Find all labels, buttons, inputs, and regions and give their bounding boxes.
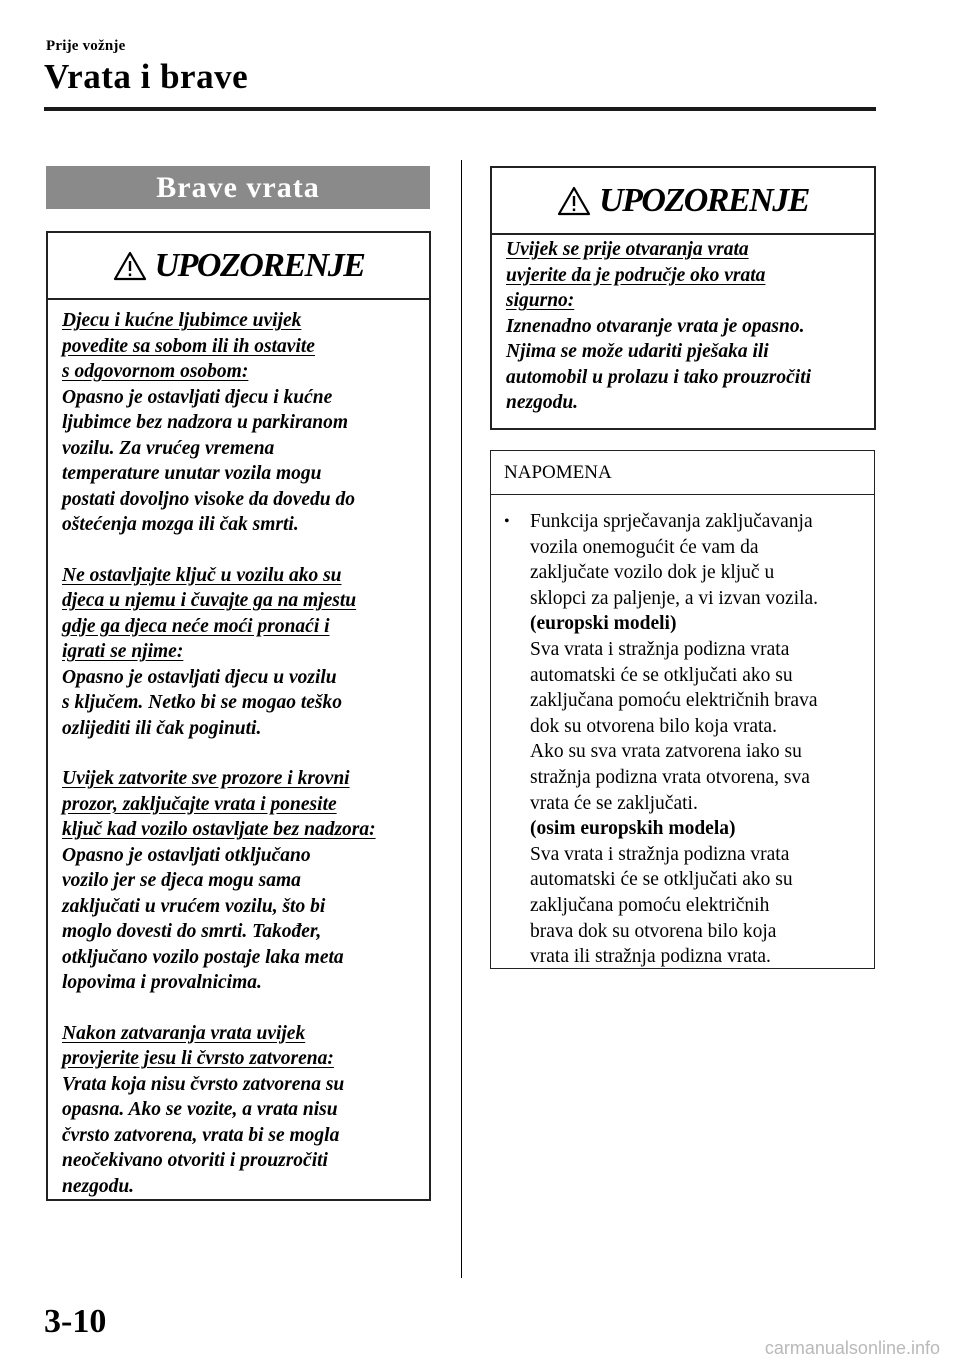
warning-text-line: neočekivano otvoriti i prouzročiti [62,1150,328,1171]
note-line: vrata će se zaključati. [530,792,698,814]
note-line: automatski će se otključati ako su [530,869,793,891]
note-line: Ako su sva vrata zatvorena iako su [530,741,802,763]
warning-heading-line: gdje ga djeca neće moći pronaći i [62,615,330,637]
column-divider [461,160,462,1278]
warning-triangle-icon [113,251,147,281]
warning-text-line: nezgodu. [62,1175,135,1197]
warning-heading-line: Nakon zatvaranja vrata uvijek [62,1022,306,1044]
warning-text-line: Opasno je ostavljati otključano [62,844,311,866]
note-line: vozila onemogućit će vam da [530,536,759,558]
warning-header [48,233,429,300]
warning-text-line: nezgodu. [506,392,579,413]
warning-text-line: Iznenadno otvaranje vrata je opasno. [506,315,805,337]
note-line: Funkcija sprječavanja zaključavanja [530,511,813,532]
warning-text-line: ozlijediti ili čak poginuti. [62,717,262,739]
warning-text-line: s ključem. Netko bi se mogao teško [62,692,343,713]
warning-heading-line: igrati se njime: [62,641,184,662]
warning-heading-line: povedite sa sobom ili ih ostavite [62,335,315,357]
note-line: vrata ili stražnja podizna vrata. [530,946,771,968]
warning-text-line: ljubimce bez nadzora u parkiranom [62,412,349,433]
note-line: zaključana pomoću električnih brava [530,690,818,712]
warning-heading-line: provjerite jesu li čvrsto zatvorena: [62,1048,334,1069]
warning-heading-line: Uvijek zatvorite sve prozore i krovni [62,768,350,789]
warning-text-line: postati dovoljno visoke da dovedu do [62,488,356,510]
warning-text-line: Opasno je ostavljati djecu i kućne [62,386,333,408]
note-line: sklopci za paljenje, a vi izvan vozila. [530,587,819,609]
warning-title: UPOZORENJE [154,246,365,284]
section-header-door-locks: Brave vrata [46,166,430,209]
note-line: stražnja podizna vrata otvorena, sva [530,766,810,788]
warning-heading-line: ključ kad vozilo ostavljate bez nadzora: [62,819,376,840]
warning-text-line: opasna. Ako se vozite, a vrata nisu [62,1099,338,1120]
note-line: automatski će se otključati ako su [530,664,793,686]
note-text [530,509,818,970]
warning-heading-line: uvjerite da je područje oko vrata [506,264,766,286]
warning-text-line: moglo dovesti do smrti. Također, [62,921,322,942]
warning-text-line: oštećenja mozga ili čak smrti. [62,514,299,535]
warning-heading-line: prozor, zaključajte vrata i ponesite [62,793,337,815]
warning-text-line: temperature unutar vozila mogu [62,463,322,484]
warning-heading-line: Uvijek se prije otvaranja vrata [506,239,749,260]
page-number: 3-10 [44,1303,107,1340]
warning-header [492,168,874,235]
note-line: zaključate vozilo dok je ključ u [530,562,775,584]
warning-body [492,235,874,416]
note-line: dok su otvorena bilo koja vrata. [530,715,777,737]
warning-heading-line: sigurno: [506,290,575,311]
warning-box-right [490,166,876,430]
note-body [491,495,874,970]
paragraph-gap [62,996,415,1021]
warning-heading-line: Djecu i kućne ljubimce uvijek [62,310,302,331]
warning-heading-line: djeca u njemu i čuvajte ga na mjestu [62,590,357,611]
warning-text-line: Njima se može udariti pješaka ili [506,341,769,362]
warning-box-left [46,231,431,1201]
note-line: zaključana pomoću električnih [530,894,770,916]
warning-triangle-icon [557,186,591,216]
section-label: Prije vožnje [46,38,126,54]
warning-text-line: čvrsto zatvorena, vrata bi se mogla [62,1124,340,1146]
note-title: NAPOMENA [491,451,874,495]
title-rule [44,107,876,111]
note-item [504,509,862,970]
warning-text-line: Opasno je ostavljati djecu u vozilu [62,666,337,688]
note-line: brava dok su otvorena bilo koja [530,920,777,942]
warning-text-line: otključano vozilo postaje laka meta [62,946,344,968]
note-line: Sva vrata i stražnja podizna vrata [530,638,790,660]
warning-text-line: lopovima i provalnicima. [62,972,262,993]
note-subheading: (osim europskih modela) [530,818,736,840]
note-line: Sva vrata i stražnja podizna vrata [530,843,790,865]
watermark: carmanualsonline.info [764,1338,940,1358]
page-title: Vrata i brave [44,57,249,96]
warning-heading-line: Ne ostavljajte ključ u vozilu ako su [62,564,342,586]
warning-body [48,300,429,1199]
warning-title: UPOZORENJE [599,181,809,219]
warning-text-line: automobil u prolazu i tako prouzročiti [506,366,812,388]
warning-text-line: vozilo jer se djeca mogu sama [62,870,301,891]
bullet-icon: • [504,513,510,530]
paragraph-gap [62,538,415,563]
warning-heading-line: s odgovornom osobom: [62,361,249,382]
note-subheading: (europski modeli) [530,613,677,635]
warning-text-line: zaključati u vrućem vozilu, što bi [62,895,326,917]
note-box [490,450,875,969]
paragraph-gap [62,741,415,766]
warning-text-line: Vrata koja nisu čvrsto zatvorena su [62,1073,345,1095]
warning-text-line: vozilu. Za vrućeg vremena [62,437,275,459]
